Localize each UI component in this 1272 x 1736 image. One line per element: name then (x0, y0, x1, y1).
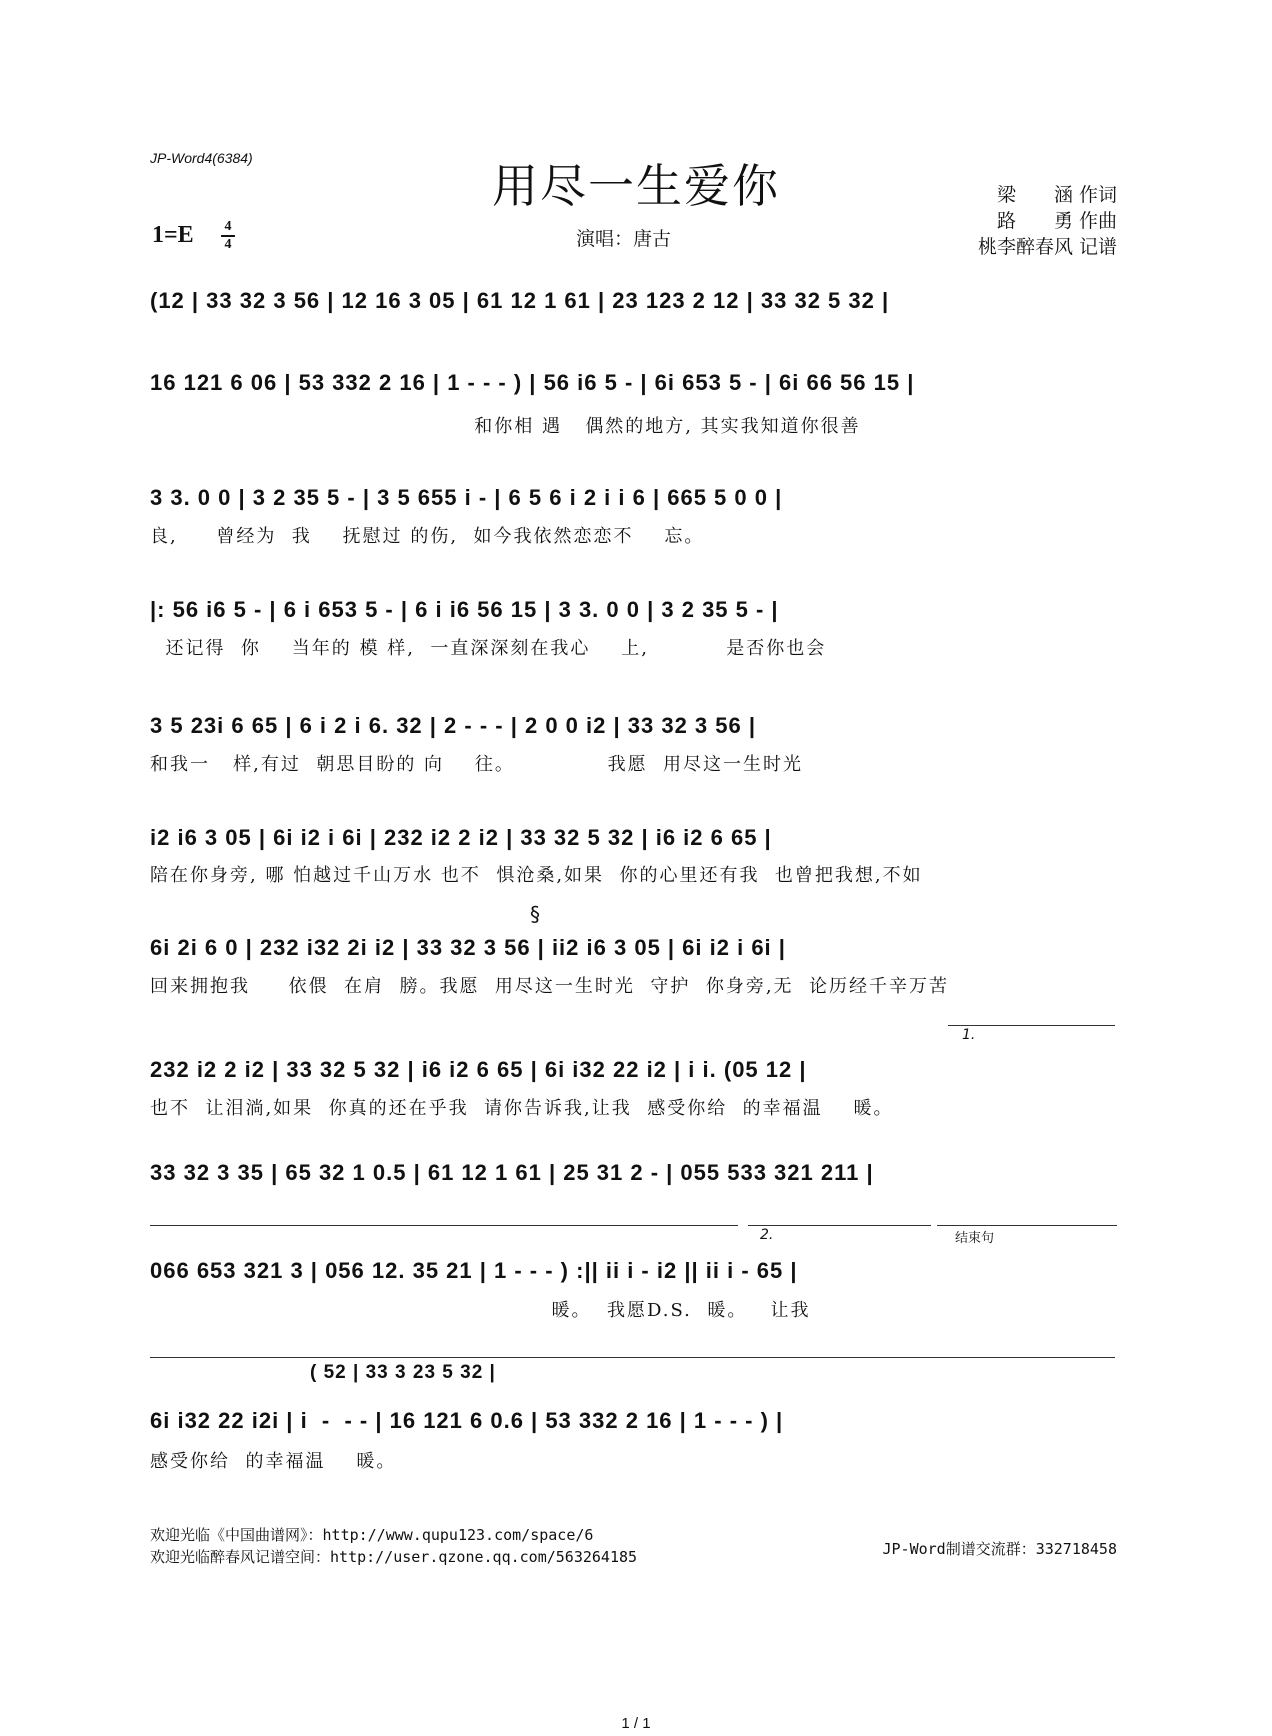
meter-top: 4 (224, 219, 232, 234)
score-line-9-notes: 33 32 3 35 | 65 32 1 0.5 | 61 12 1 61 | 25 31 2 - | 055 533 321 211 | (150, 1160, 874, 1185)
footer-line-1[interactable]: 欢迎光临《中国曲谱网》：http://www.qupu123.com/space/6 (150, 1526, 594, 1544)
score-line-10-notes: 066 653 321 3 | 056 12. 35 21 | 1 - - - ) :|| ii i - i2 || ii i - 65 | (150, 1258, 798, 1283)
credits-block (978, 182, 1117, 260)
score-line-11-notes: ( 52 | 33 3 23 5 32 | (310, 1362, 496, 1383)
score-line-2-lyrics: 和你相 遇 偶然的地方, 其实我知道你很善 (150, 416, 861, 437)
score-line-8-lyrics: 也不 让泪淌,如果 你真的还在乎我 请你告诉我,让我 感受你给 的幸福温 暖。 (150, 1098, 894, 1119)
score-line-6-lyrics: 陪在你身旁, 哪 怕越过千山万水 也不 惧沧桑,如果 你的心里还有我 也曾把我想,不如 (150, 865, 923, 886)
key-signature: 1=E (152, 222, 194, 248)
score-line-4-notes: |: 56 i6 5 - | 6 i 653 5 - | 6 i i6 56 15 | 3 3. 0 0 | 3 2 35 5 - | (150, 597, 779, 622)
score-line-7-notes: 6i 2i 6 0 | 232 i32 2i i2 | 33 32 3 56 | ii2 i6 3 05 | 6i i2 i 6i | (150, 935, 786, 960)
ending-1-label: 1. (962, 1027, 976, 1043)
song-title: 用尽一生爱你 (492, 159, 780, 213)
score-line-3-lyrics: 良, 曾经为 我 抚慰过 的伤, 如今我依然恋恋不 忘。 (150, 526, 705, 547)
staff-rule (150, 1225, 738, 1226)
page-number: 1 / 1 (621, 1715, 651, 1732)
segno-mark: § (530, 902, 540, 926)
staff-rule-2 (150, 1357, 1115, 1358)
score-line-12-lyrics: 感受你给 的幸福温 暖。 (150, 1451, 397, 1472)
score-line-10-lyrics: 暖。 我愿D.S. 暖。 让我 (150, 1300, 811, 1321)
ending-2-label: 2. (760, 1227, 774, 1243)
score-line-2-notes: 16 121 6 06 | 53 332 2 16 | 1 - - - ) | 56 i6 5 - | 6i 653 5 - | 6i 66 56 15 | (150, 370, 915, 395)
score-line-12-notes: 6i i32 22 i2i | i - - - | 16 121 6 0.6 | 53 332 2 16 | 1 - - - ) | (150, 1408, 784, 1433)
coda-bracket (937, 1225, 1117, 1226)
footer-group: JP-Word制谱交流群：332718458 (882, 1540, 1117, 1558)
score-line-6-notes: i2 i6 3 05 | 6i i2 i 6i | 232 i2 2 i2 | 33 32 5 32 | i6 i2 6 65 | (150, 825, 772, 850)
composer-credit: 路 勇 作曲 (996, 210, 1117, 232)
footer-links (150, 1524, 637, 1568)
score-line-3-notes: 3 3. 0 0 | 3 2 35 5 - | 3 5 655 i - | 6 5 6 i 2 i i 6 | 665 5 0 0 | (150, 485, 783, 510)
footer-line-2[interactable]: 欢迎光临醉春风记谱空间：http://user.qzone.qq.com/563264185 (150, 1548, 638, 1566)
score-line-5-lyrics: 和我一 样,有过 朝思目盼的 向 往。 我愿 用尽这一生时光 (150, 754, 804, 775)
score-line-7-lyrics: 回来拥抱我 依偎 在肩 膀。我愿 用尽这一生时光 守护 你身旁,无 论历经千辛万苦 (150, 976, 949, 997)
lyricist-credit: 梁 涵 作词 (996, 184, 1117, 206)
meter-bottom: 4 (224, 237, 232, 252)
score-line-8-notes: 232 i2 2 i2 | 33 32 5 32 | i6 i2 6 65 | 6i i32 22 i2 | i i. (05 12 | (150, 1057, 807, 1082)
score-line-5-notes: 3 5 23i 6 65 | 6 i 2 i 6. 32 | 2 - - - | 2 0 0 i2 | 33 32 3 56 | (150, 713, 756, 738)
transcriber-credit: 桃李醉春风 记谱 (977, 236, 1117, 258)
score-line-4-lyrics: 还记得 你 当年的 模 样, 一直深深刻在我心 上, 是否你也会 (150, 638, 827, 659)
ending-1-bracket (948, 1025, 1115, 1026)
singer-credit: 演唱：唐古 (576, 228, 672, 250)
time-signature (221, 220, 235, 252)
coda-label: 结束句 (955, 1231, 995, 1246)
ending-2-bracket (748, 1225, 931, 1226)
source-label: JP-Word4(6384) (150, 150, 253, 166)
score-line-1-notes: (12 | 33 32 3 56 | 12 16 3 05 | 61 12 1 61 | 23 123 2 12 | 33 32 5 32 | (150, 288, 890, 313)
